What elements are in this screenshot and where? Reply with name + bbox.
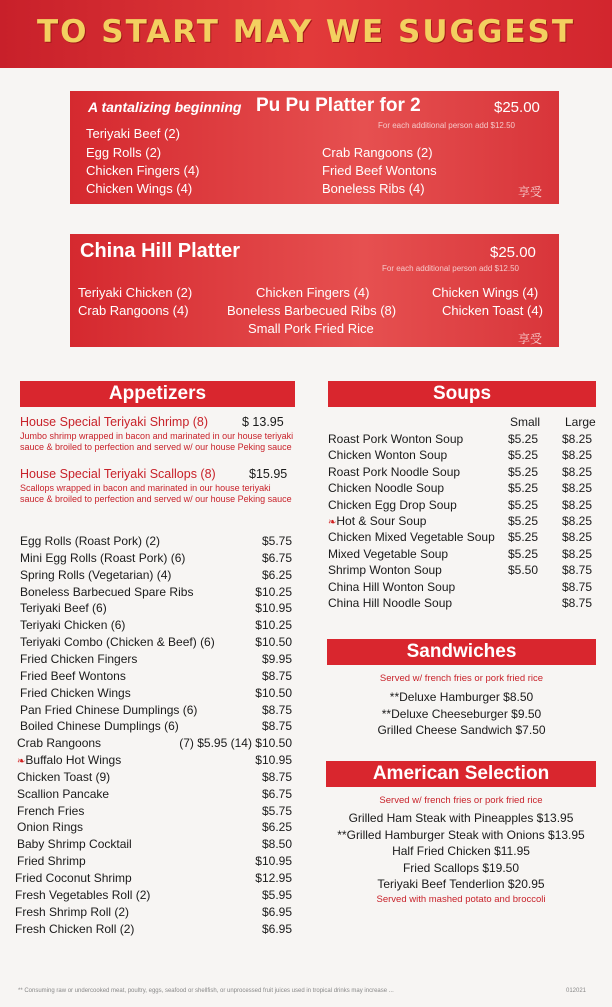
- pupu-item: Crab Rangoons (2): [322, 145, 433, 160]
- sandwich-item: **Deluxe Hamburger $8.50: [389, 690, 534, 704]
- appetizer-name-text: Teriyaki Chicken (6): [20, 618, 126, 633]
- platter-price: $25.00: [490, 244, 536, 261]
- platter-item: Boneless Barbecued Ribs (8): [227, 303, 397, 318]
- soup-name-text: China Hill Wonton Soup: [328, 579, 456, 594]
- footer-disclaimer: ** Consuming raw or undercooked meat, poultry, eggs, seafood or shellfish, or unprocessed fruit juices used in tropical drinks may increase ...: [18, 988, 394, 994]
- appetizer-price: $6.95: [261, 904, 292, 919]
- soup-small-price: $5.25: [508, 497, 539, 512]
- appetizer-name-text: Fried Shrimp: [17, 854, 86, 869]
- appetizer-name-text: Fresh Chicken Roll (2): [15, 921, 135, 936]
- pupu-platter-box: [70, 91, 559, 204]
- page-title: TO START MAY WE SUGGEST: [36, 14, 576, 50]
- special-desc: Jumbo shrimp wrapped in bacon and marinated in our house teriyaki sauce & broiled to perfection and served w/ our house Peking sauce: [20, 431, 294, 452]
- appetizer-name: [15, 871, 132, 885]
- china-hill-platter-box: [70, 234, 559, 347]
- appetizer-name: [17, 770, 110, 784]
- soup-name: [328, 580, 455, 594]
- chili-pepper-icon: ❧: [328, 517, 337, 528]
- platter-item: Chicken Fingers (4): [256, 285, 370, 300]
- appetizer-name: [20, 568, 171, 582]
- soup-large-price: $8.25: [562, 432, 593, 446]
- appetizer-name-text: Buffalo Hot Wings: [25, 753, 122, 768]
- appetizer-price: $10.50: [255, 685, 292, 700]
- appetizer-name: [17, 854, 86, 868]
- soup-small-price: $5.25: [508, 432, 539, 446]
- appetizer-name: [17, 837, 132, 851]
- soup-name: [328, 547, 448, 561]
- appetizer-name: [17, 787, 109, 801]
- appetizer-name-text: Teriyaki Beef (6): [20, 601, 107, 616]
- appetizer-price: $5.75: [261, 534, 292, 548]
- platter-item: Teriyaki Chicken (2): [78, 285, 193, 300]
- appetizer-name-text: Mini Egg Rolls (Roast Pork) (6): [20, 550, 186, 565]
- soup-name: [328, 432, 463, 446]
- soup-name-text: China Hill Noodle Soup: [328, 596, 453, 610]
- appetizer-name-text: French Fries: [17, 803, 85, 818]
- platter-item: Small Pork Fried Rice: [248, 321, 374, 336]
- appetizer-name: [20, 534, 160, 548]
- appetizer-name: [20, 669, 126, 683]
- appetizer-price: $6.75: [261, 786, 292, 801]
- appetizer-price: $5.95: [261, 887, 292, 902]
- pupu-item: Fried Beef Wontons: [322, 163, 437, 178]
- appetizer-name-text: Crab Rangoons: [17, 736, 102, 751]
- soup-large-price: $8.25: [562, 481, 593, 496]
- appetizer-name-text: Teriyaki Combo (Chicken & Beef) (6): [20, 635, 215, 650]
- appetizer-price: (7) $5.95 (14) $10.50: [179, 736, 292, 751]
- soup-name-text: Roast Pork Noodle Soup: [328, 464, 461, 479]
- appetizer-price: $6.25: [261, 567, 292, 582]
- footer-code: 012021: [566, 988, 587, 994]
- soup-name: [328, 498, 457, 512]
- special-desc: Scallops wrapped in bacon and marinated in our house teriyaki sauce & broiled to perfection and served w/ our house Peking sauce: [20, 483, 292, 504]
- appetizer-name-text: Fresh Shrimp Roll (2): [15, 904, 130, 919]
- soup-large-price: $8.25: [562, 530, 593, 545]
- special-price: $15.95: [249, 467, 288, 481]
- soup-small-price: $5.25: [508, 464, 539, 479]
- pupu-item: Chicken Wings (4): [86, 181, 193, 196]
- sandwich-item: **Deluxe Cheeseburger $9.50: [381, 706, 542, 721]
- appetizer-name: [20, 686, 131, 700]
- appetizer-price: $9.95: [261, 651, 292, 666]
- appetizer-name-text: Onion Rings: [17, 820, 84, 835]
- top-banner: [0, 0, 612, 68]
- appetizer-price: $10.95: [255, 753, 292, 768]
- sandwich-item: Grilled Cheese Sandwich $7.50: [377, 723, 546, 737]
- pupu-item: Egg Rolls (2): [86, 145, 162, 160]
- appetizer-name-text: Fried Beef Wontons: [20, 668, 126, 683]
- appetizer-price: $12.95: [255, 871, 292, 885]
- pupu-tagline: A tantalizing beginning: [88, 99, 242, 115]
- pupu-item: Chicken Fingers (4): [86, 163, 200, 178]
- soup-large-price: $8.75: [562, 596, 593, 610]
- appetizer-price: $8.75: [261, 702, 292, 717]
- appetizer-name-text: Boiled Chinese Dumplings (6): [20, 719, 179, 734]
- soup-name-text: Chicken Noodle Soup: [328, 481, 445, 496]
- appetizer-name: [17, 820, 83, 834]
- american-item: Grilled Ham Steak with Pineapples $13.95: [348, 811, 574, 825]
- soup-small-price: $5.25: [508, 448, 539, 463]
- col-large-label: Large: [565, 415, 596, 429]
- appetizer-name: [20, 551, 185, 565]
- platter-item: Crab Rangoons (4): [78, 303, 189, 318]
- appetizer-name-text: Fried Chicken Fingers: [20, 651, 138, 666]
- chili-pepper-icon: ❧: [17, 756, 26, 768]
- appetizer-name: [17, 736, 101, 750]
- soup-small-price: $5.25: [508, 481, 539, 496]
- soup-small-price: $5.25: [508, 514, 539, 528]
- platter-note: For each additional person add $12.50: [382, 264, 519, 273]
- soup-name-text: Hot & Sour Soup: [336, 514, 427, 528]
- special-name: House Special Teriyaki Scallops (8): [20, 467, 216, 481]
- soup-name: [328, 514, 426, 528]
- seal-glyph: 享受: [518, 185, 543, 199]
- soup-name: [328, 481, 444, 495]
- appetizer-name: [17, 753, 121, 767]
- appetizer-name-text: Scallion Pancake: [17, 786, 110, 801]
- appetizer-name: [20, 719, 179, 733]
- sandwiches-subtitle: Served w/ french fries or pork fried rice: [379, 673, 544, 684]
- pupu-item: Boneless Ribs (4): [322, 181, 425, 196]
- appetizer-name: [20, 601, 107, 615]
- soup-small-price: $5.25: [508, 546, 539, 561]
- appetizer-name: [20, 635, 215, 649]
- appetizer-price: $8.75: [261, 769, 292, 784]
- soup-name-text: Chicken Egg Drop Soup: [328, 497, 457, 512]
- appetizer-price: $8.75: [261, 719, 292, 734]
- appetizer-name: [15, 905, 129, 919]
- pupu-name: Pu Pu Platter for 2: [256, 95, 421, 116]
- american-footnote: Served with mashed potato and broccoli: [376, 894, 546, 905]
- soup-large-price: $8.75: [562, 579, 593, 594]
- appetizer-price: $8.50: [261, 837, 292, 852]
- appetizer-name: [20, 618, 125, 632]
- pupu-item: Teriyaki Beef (2): [86, 126, 180, 141]
- soup-large-price: $8.75: [562, 563, 593, 578]
- appetizer-name-text: Fried Coconut Shrimp: [15, 871, 132, 885]
- appetizer-price: $6.25: [261, 820, 292, 835]
- appetizer-price: $10.95: [255, 854, 292, 869]
- soup-large-price: $8.25: [562, 546, 593, 561]
- special-price: $ 13.95: [242, 415, 284, 429]
- appetizer-name-text: Egg Rolls (Roast Pork) (2): [20, 534, 161, 548]
- appetizers-header: Appetizers: [20, 381, 295, 407]
- soup-name-text: Shrimp Wonton Soup: [328, 563, 442, 578]
- appetizer-price: $10.25: [255, 618, 292, 633]
- soups-header: Soups: [328, 381, 596, 407]
- soup-name-text: Chicken Wonton Soup: [328, 448, 448, 463]
- appetizer-price: $8.75: [261, 668, 292, 683]
- soup-name: [328, 596, 452, 610]
- appetizer-name: [20, 652, 137, 666]
- appetizer-price: $6.95: [261, 921, 292, 936]
- soup-name: [328, 465, 460, 479]
- soup-name: [328, 448, 447, 462]
- american-item: Half Fried Chicken $11.95: [392, 844, 530, 859]
- appetizer-name-text: Pan Fried Chinese Dumplings (6): [20, 702, 198, 717]
- american-item: **Grilled Hamburger Steak with Onions $13.95: [337, 827, 585, 842]
- soup-name-text: Chicken Mixed Vegetable Soup: [328, 530, 495, 545]
- appetizer-price: $10.50: [255, 635, 292, 650]
- american-item: Teriyaki Beef Tenderlion $20.95: [377, 877, 545, 892]
- appetizer-name: [20, 585, 193, 599]
- soup-small-price: $5.50: [508, 563, 539, 578]
- sandwiches-header: Sandwiches: [327, 639, 596, 665]
- pupu-price: $25.00: [494, 99, 540, 116]
- soup-name-text: Mixed Vegetable Soup: [328, 546, 449, 561]
- appetizer-price: $10.25: [255, 584, 292, 599]
- appetizer-name-text: Fresh Vegetables Roll (2): [15, 887, 151, 902]
- seal-glyph: 享受: [518, 332, 543, 346]
- appetizer-price: $10.95: [255, 601, 292, 616]
- col-small-label: Small: [510, 415, 541, 429]
- appetizer-name-text: Baby Shrimp Cocktail: [17, 837, 132, 852]
- platter-name: China Hill Platter: [80, 240, 241, 262]
- american-item: Fried Scallops $19.50: [402, 860, 520, 875]
- appetizer-name-text: Chicken Toast (9): [17, 769, 111, 784]
- american-header: American Selection: [326, 761, 596, 787]
- appetizer-price: $5.75: [261, 803, 292, 818]
- appetizer-name-text: Spring Rolls (Vegetarian) (4): [20, 567, 172, 582]
- american-subtitle: Served w/ french fries or pork fried rice: [379, 795, 543, 806]
- appetizer-name: [15, 888, 150, 902]
- appetizer-name-text: Fried Chicken Wings: [20, 685, 131, 700]
- soup-small-price: $5.25: [508, 530, 539, 545]
- platter-item: Chicken Wings (4): [432, 285, 539, 300]
- platter-item: Chicken Toast (4): [442, 303, 543, 318]
- appetizer-name: [20, 703, 197, 717]
- soup-large-price: $8.25: [562, 497, 593, 512]
- special-name: House Special Teriyaki Shrimp (8): [20, 415, 209, 429]
- appetizer-price: $6.75: [261, 550, 292, 565]
- soup-name: [328, 530, 495, 544]
- appetizer-name-text: Boneless Barbecued Spare Ribs: [20, 584, 194, 599]
- soup-large-price: $8.25: [562, 448, 593, 463]
- soup-name-text: Roast Pork Wonton Soup: [328, 432, 464, 446]
- soup-large-price: $8.25: [562, 464, 593, 479]
- soup-large-price: $8.25: [562, 514, 593, 528]
- appetizer-name: [15, 922, 134, 936]
- appetizer-name: [17, 804, 84, 818]
- pupu-note: For each additional person add $12.50: [378, 121, 515, 130]
- soup-name: [328, 563, 442, 577]
